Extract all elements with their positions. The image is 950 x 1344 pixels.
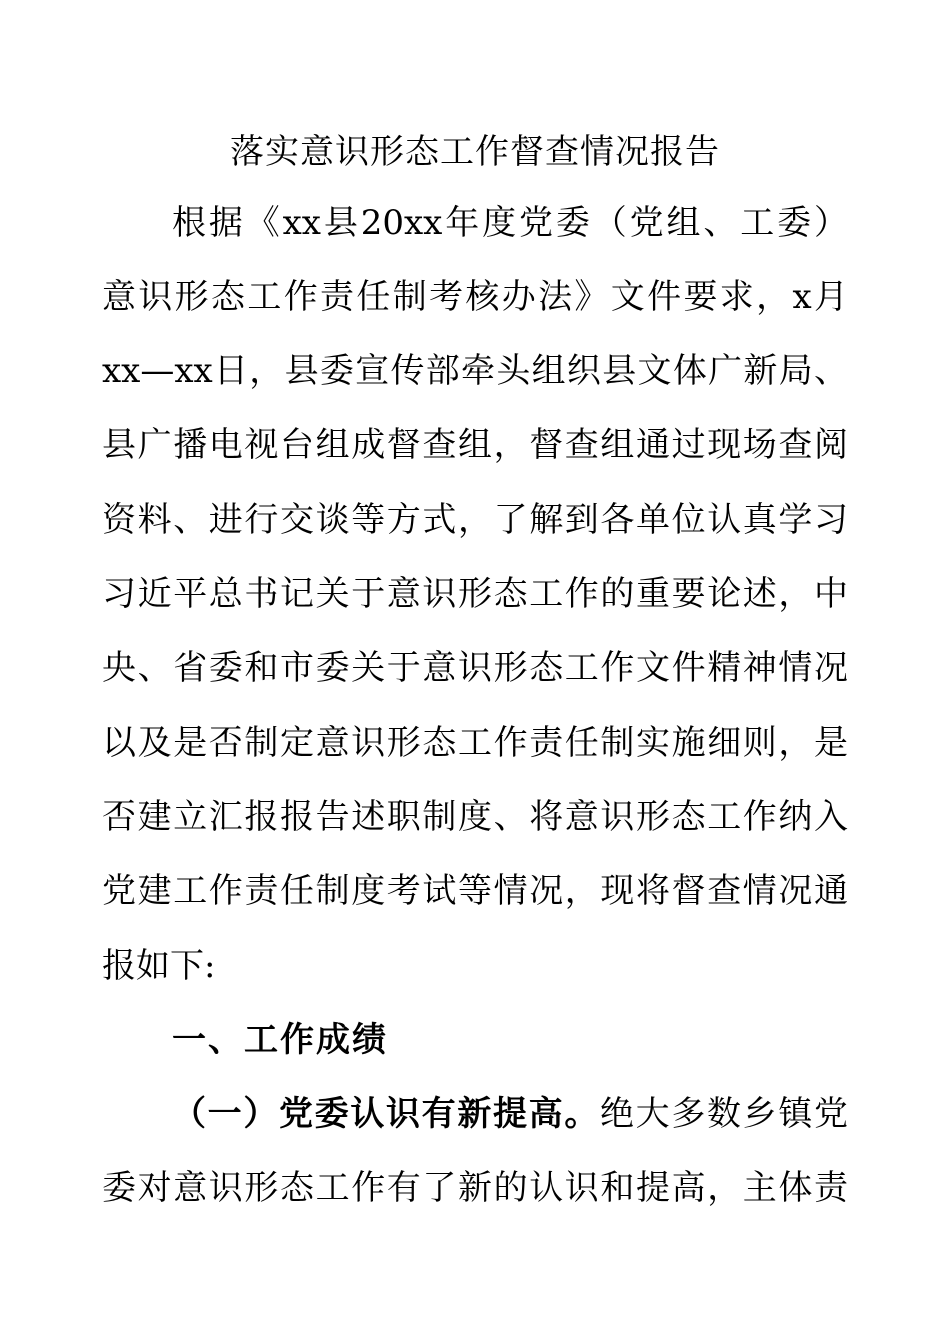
subsection-line: 委对意识形态工作有了新的认识和提高，主体责	[102, 1168, 848, 1208]
subsection-title: （一）党委认识有新提高。	[172, 1094, 600, 1134]
paragraph-line: xx—xx日，县委宣传部牵头组织县文体广新局、	[102, 351, 848, 391]
section-heading: 一、工作成绩	[172, 1020, 388, 1060]
paragraph-line: 县广播电视台组成督查组，督查组通过现场查阅	[102, 425, 848, 465]
paragraph-line: 意识形态工作责任制考核办法》文件要求，x月	[102, 277, 848, 317]
paragraph-line: 央、省委和市委关于意识形态工作文件精神情况	[102, 648, 848, 688]
subsection-text: 绝大多数乡镇党	[600, 1094, 848, 1134]
paragraph-line: 习近平总书记关于意识形态工作的重要论述，中	[102, 574, 848, 614]
subsection-line	[172, 1087, 848, 1141]
paragraph-line: 资料、进行交谈等方式，了解到各单位认真学习	[102, 500, 848, 540]
document-title: 落实意识形态工作督查情况报告	[230, 132, 720, 172]
paragraph-line: 以及是否制定意识形态工作责任制实施细则，是	[102, 723, 848, 763]
paragraph-line: 根据《xx县20xx年度党委（党组、工委）	[172, 203, 848, 243]
paragraph-line: 党建工作责任制度考试等情况，现将督查情况通	[102, 871, 848, 911]
paragraph-line: 报如下:	[102, 946, 216, 986]
paragraph-line: 否建立汇报报告述职制度、将意识形态工作纳入	[102, 797, 848, 837]
